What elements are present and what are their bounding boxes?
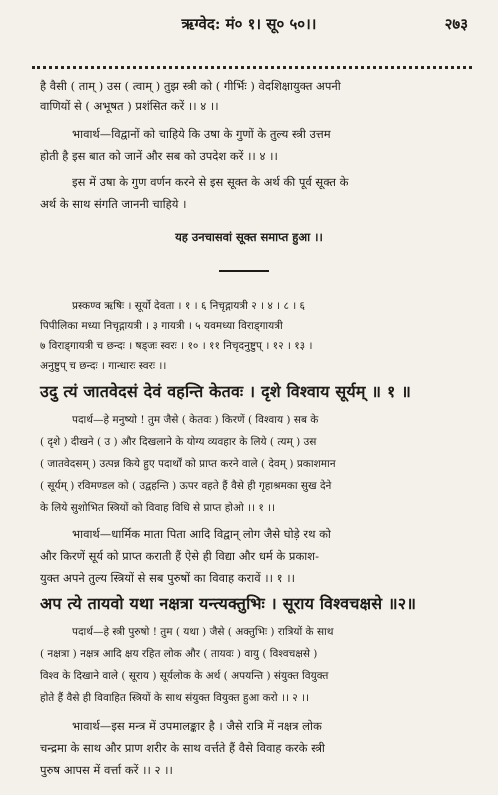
bhavarth-1-line: युक्त अपने तुल्य स्त्रियों से सब पुरुषों का विवाह करावें ।। १ ।।: [40, 571, 296, 585]
bhavarth-2-line: पुरुष आपस में वर्त्ता करें ।। २ ।।: [40, 763, 173, 777]
padarth-2-line: होते हैं वैसे ही विवाहित स्त्रियों के साथ संयुक्त वियुक्त हुआ करो ।। २ ।।: [40, 692, 310, 704]
prev-bhavarth-line: भावार्थ—विद्वानों को चाहिये कि उषा के गुणों के तुल्य स्त्री उत्तम: [72, 127, 331, 141]
page-number: २७३: [444, 15, 468, 33]
intro-line: पिपीलिका मध्या निचृद्गायत्री । ३ गायत्री । ५ यवमध्या विराड्गायत्री: [40, 320, 283, 332]
header-dotted-rule: [32, 66, 472, 69]
padarth-2-line: पदार्थ—हे स्त्री पुरुषो ! तुम ( यथा ) जैसे ( अक्तुभिः ) रात्रियों के साथ: [72, 626, 334, 638]
mantra-1: उदु त्यं जातवेदसं देवं वहन्ति केतवः । दृशे विश्वाय सूर्यम् ॥ १ ॥: [40, 382, 412, 401]
padarth-2-line: विश्व के दिखाने वाले ( सूराय ) सूर्यलोक के अर्थ ( अपयन्ति ) संयुक्त वियुक्त: [40, 670, 329, 682]
bhavarth-1-line: और किरणें सूर्य को प्राप्त कराती हैं ऐसे ही विद्या और धर्म के प्रकाश-: [40, 549, 319, 563]
prev-sangati-line: इस में उषा के गुण वर्णन करने से इस सूक्त के अर्थ की पूर्व सूक्त के: [72, 175, 349, 189]
prev-para-line: वाणियों से ( अभूषत ) प्रशंसित करें ।। ४ ।।: [40, 99, 219, 113]
padarth-1-line: पदार्थ—हे मनुष्यो ! तुम जैसे ( केतवः ) किरणें ( विश्वाय ) सब के: [72, 414, 319, 426]
padarth-2-line: ( नक्षत्रा ) नक्षत्र आदि क्षय रहित लोक और ( तायवः ) वायु ( विश्वचक्षसे ): [40, 648, 318, 660]
mantra-2: अप त्ये तायवो यथा नक्षत्रा यन्त्यक्तुभिः । सूराय विश्वचक्षसे ॥२॥: [40, 594, 417, 613]
sukta-end-note: यह उनचासवां सूक्त समाप्त हुआ ।।: [175, 230, 323, 244]
intro-line: प्रस्कण्व ऋषिः । सूर्यो देवता । १ । ६ निचृद्गायत्री २ । ४ । ८ । ६: [72, 300, 306, 312]
bhavarth-2-line: चन्द्रमा के साथ और प्राण शरीर के साथ वर्त्तते हैं वैसे विवाह करके स्त्री: [40, 741, 325, 755]
page-header: [0, 14, 498, 44]
intro-line: ७ विराड्गायत्री च छन्दः । षड्जः स्वरः । १० । ११ निचृदनुष्टुप् । १२ । १३ ।: [40, 340, 313, 352]
prev-para-line: है वैसी ( ताम् ) उस ( त्वाम् ) तुझ स्त्री को ( गीर्भिः ) वेदशिक्षायुक्त अपनी: [40, 79, 341, 93]
section-divider: [219, 270, 269, 272]
prev-bhavarth-line: होती है इस बात को जानें और सब को उपदेश करें ।। ४ ।।: [40, 149, 278, 163]
prev-sangati-line: अर्थ के साथ संगति जाननी चाहिये ।: [40, 197, 187, 211]
padarth-1-line: ( सूर्यम् ) रविमण्डल को ( उद्वहन्ति ) ऊपर वहते हैं वैसे ही गृहाश्रमका सुख देने: [40, 480, 332, 492]
bhavarth-1-line: भावार्थ—धार्मिक माता पिता आदि विद्वान् लोग जैसे घोड़े रथ को: [72, 527, 331, 541]
padarth-1-line: ( दृशे ) दीखने ( उ ) और दिखलाने के योग्य व्यवहार के लिये ( त्यम् ) उस: [40, 436, 317, 448]
bhavarth-2-line: भावार्थ—इस मन्त्र में उपमालङ्कार है । जैसे रात्रि में नक्षत्र लोक: [72, 719, 322, 733]
intro-line: अनुष्टुप् च छन्दः । गान्धारः स्वरः ।।: [40, 360, 167, 372]
padarth-1-line: के लिये सुशोभित स्त्रियों को विवाह विधि से प्राप्त होओ ।। १ ।।: [40, 502, 276, 514]
padarth-1-line: ( जातवेदसम् ) उत्पन्न किये हुए पदार्थों को प्राप्त करने वाले ( देवम् ) प्रकाशमान: [40, 458, 336, 470]
running-title: ऋग्वेद: मं० १। सू० ५०।।: [181, 15, 317, 33]
